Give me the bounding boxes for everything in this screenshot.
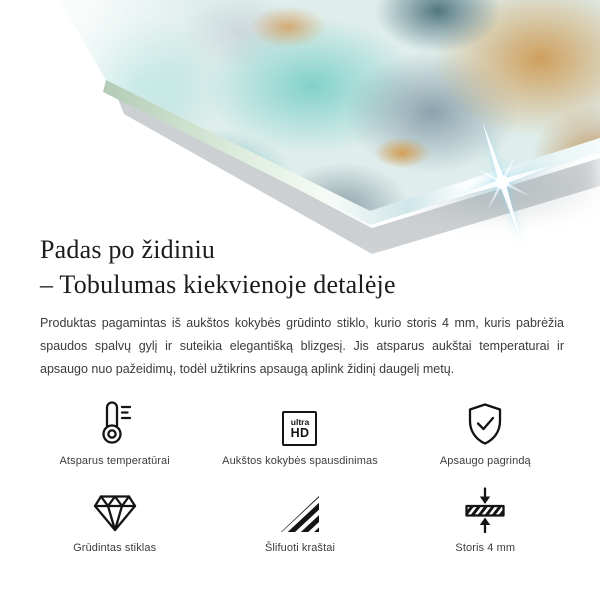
ultra-hd-icon — [282, 411, 317, 446]
page-title — [40, 232, 396, 302]
ultra-hd-icon-text-bottom: HD — [290, 426, 310, 440]
diamond-icon — [92, 493, 138, 533]
shield-check-icon — [465, 402, 505, 446]
page-title-line-1: Padas po židiniu — [40, 235, 216, 264]
product-description: Produktas pagamintas iš aukštos kokybės grūdinto stiklo, kurio storis 4 mm, kuris pabrėžia spaudos spalvų gylį ir suteikia elegantišką blizgesį. Jis atsparus aukštai temperaturai ir apsaugo nuo pažeidimų, todėl užtikrins apsaugą aplink židinį daugelį metų. — [40, 316, 564, 376]
feature-label: Grūdintas stiklas — [73, 542, 157, 554]
feature-label: Šlifuoti kraštai — [264, 542, 336, 554]
thermometer-icon — [96, 400, 134, 446]
ultra-hd-icon-text-top: ultra — [290, 416, 310, 427]
feature-label: Aukštos kokybės spausdinimas — [222, 455, 378, 467]
feature-thickness — [393, 487, 578, 554]
lens-flare-sparkle-icon — [422, 102, 582, 262]
feature-label: Apsaugo pagrindą — [439, 455, 531, 467]
feature-label: Atsparus temperatūrai — [59, 455, 170, 467]
feature-heat-resistant — [22, 400, 207, 467]
thickness-icon — [463, 487, 507, 533]
feature-label: Storis 4 mm — [455, 542, 516, 554]
feature-protects-base — [393, 400, 578, 467]
polished-edges-icon — [280, 493, 320, 533]
product-image — [0, 0, 600, 268]
feature-polished-edges — [207, 487, 392, 554]
feature-ultra-hd-print — [207, 400, 392, 467]
page-title-line-2: – Tobulumas kiekvienoje detalėje — [40, 270, 396, 299]
feature-grid — [22, 400, 578, 554]
feature-tempered-glass — [22, 487, 207, 554]
